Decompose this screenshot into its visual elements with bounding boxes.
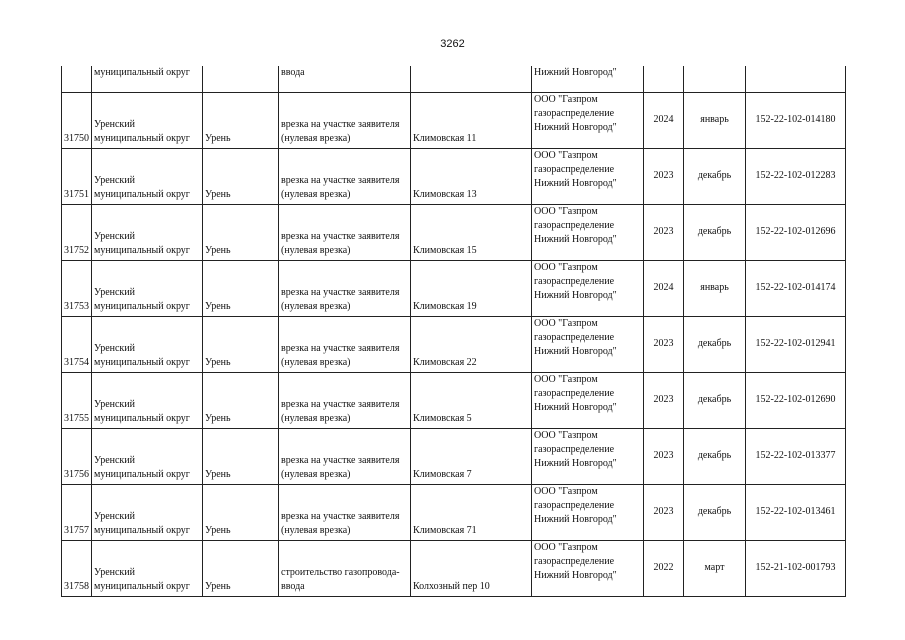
cell-organization-line-1: ООО "Газпром (534, 542, 598, 553)
cell-area-line-1: Уренский (94, 231, 135, 242)
cell-month: декабрь (684, 373, 746, 429)
cell-locality: Урень (203, 485, 279, 541)
cell-area (92, 541, 203, 597)
table-row-continued (62, 66, 846, 93)
cell-organization-line-2: газораспределение (534, 164, 615, 175)
cell-area (92, 317, 203, 373)
table-row (62, 205, 846, 261)
cell-code: 152-22-102-013377 (746, 429, 846, 485)
cell-code: 152-22-102-012283 (746, 149, 846, 205)
cell-work-type-line-1: врезка на участке заявителя (281, 455, 400, 466)
cell-organization-line-2: газораспределение (534, 332, 615, 343)
cell-locality: Урень (203, 541, 279, 597)
cell-code: 152-22-102-013461 (746, 485, 846, 541)
cell-work-type-line-1: строительство газопровода- (281, 567, 400, 578)
cell-address: Климовская 15 (411, 205, 532, 261)
cell-work-type (279, 317, 411, 373)
cell-work-type (279, 261, 411, 317)
cell-locality (203, 66, 279, 93)
table-row (62, 429, 846, 485)
cell-work-type-line-2: (нулевая врезка) (281, 133, 351, 144)
cell-organization-line-2: газораспределение (534, 444, 615, 455)
cell-work-type (279, 485, 411, 541)
cell-number: 31757 (62, 485, 92, 541)
cell-organization-line-2: газораспределение (534, 220, 615, 231)
cell-month: декабрь (684, 317, 746, 373)
cell-area-line-1: Уренский (94, 343, 135, 354)
cell-address: Климовская 22 (411, 317, 532, 373)
cell-code: 152-22-102-012696 (746, 205, 846, 261)
cell-organization-line-1: ООО "Газпром (534, 318, 598, 329)
cell-month (684, 66, 746, 93)
cell-organization (532, 317, 644, 373)
cell-area (92, 485, 203, 541)
cell-year (644, 66, 684, 93)
page-number: 3262 (440, 38, 465, 50)
cell-organization-line-1: ООО "Газпром (534, 262, 598, 273)
cell-work-type-line-1: врезка на участке заявителя (281, 511, 400, 522)
cell-area-line-2: муниципальный округ (94, 413, 190, 424)
cell-organization-line-3: Нижний Новгород" (534, 122, 617, 133)
cell-organization-line-1: ООО "Газпром (534, 430, 598, 441)
cell-area-line-1: Уренский (94, 399, 135, 410)
cell-area-line-1: Уренский (94, 511, 135, 522)
cell-locality: Урень (203, 429, 279, 485)
cell-area-line-2: муниципальный округ (94, 357, 190, 368)
cell-year: 2024 (644, 93, 684, 149)
cell-work-type-line-1: врезка на участке заявителя (281, 343, 400, 354)
cell-number: 31756 (62, 429, 92, 485)
cell-organization-line-2: газораспределение (534, 388, 615, 399)
cell-organization-line-3: Нижний Новгород" (534, 290, 617, 301)
cell-locality: Урень (203, 317, 279, 373)
cell-address: Климовская 19 (411, 261, 532, 317)
cell-year: 2024 (644, 261, 684, 317)
cell-year: 2023 (644, 149, 684, 205)
cell-organization-line-3: Нижний Новгород" (534, 514, 617, 525)
table-row (62, 261, 846, 317)
cell-address (411, 66, 532, 93)
cell-area (92, 373, 203, 429)
table-row (62, 373, 846, 429)
cell-area-line-2: муниципальный округ (94, 189, 190, 200)
cell-area-line-1: Уренский (94, 455, 135, 466)
cell-address: Колхозный пер 10 (411, 541, 532, 597)
cell-year: 2023 (644, 317, 684, 373)
table-row (62, 541, 846, 597)
cell-area-line-1: Уренский (94, 119, 135, 130)
cell-work-type-line-2: (нулевая врезка) (281, 245, 351, 256)
cell-year: 2023 (644, 205, 684, 261)
cell-code (746, 66, 846, 93)
cell-locality: Урень (203, 261, 279, 317)
cell-organization-line-3: Нижний Новгород" (534, 402, 617, 413)
cell-organization-line-2: газораспределение (534, 556, 615, 567)
cell-work-type-line-2: (нулевая врезка) (281, 189, 351, 200)
cell-work-type (279, 149, 411, 205)
cell-month: декабрь (684, 485, 746, 541)
table-row (62, 149, 846, 205)
cell-work-type-line-2: ввода (281, 581, 305, 592)
cell-work-type-line-2: (нулевая врезка) (281, 525, 351, 536)
cell-work-type-line-2: (нулевая врезка) (281, 301, 351, 312)
cell-work-type (279, 373, 411, 429)
cell-number: 31755 (62, 373, 92, 429)
cell-area (92, 261, 203, 317)
cell-area (92, 429, 203, 485)
cell-area (92, 205, 203, 261)
cell-work-type (279, 93, 411, 149)
cell-address: Климовская 11 (411, 93, 532, 149)
cell-work-type-line-1: врезка на участке заявителя (281, 175, 400, 186)
cell-organization (532, 541, 644, 597)
cell-organization (532, 205, 644, 261)
cell-work-type-line-1: врезка на участке заявителя (281, 119, 400, 130)
cell-organization-line-3: Нижний Новгород" (534, 458, 617, 469)
cell-month: январь (684, 261, 746, 317)
cell-address: Климовская 5 (411, 373, 532, 429)
table-row (62, 485, 846, 541)
cell-organization (532, 149, 644, 205)
cell-work-type-line-2: (нулевая врезка) (281, 357, 351, 368)
table-row (62, 93, 846, 149)
cell-area-line-1: Уренский (94, 287, 135, 298)
cell-address: Климовская 13 (411, 149, 532, 205)
cell-work-type-line-1: врезка на участке заявителя (281, 287, 400, 298)
cell-organization-line-2: газораспределение (534, 108, 615, 119)
cell-code: 152-22-102-012941 (746, 317, 846, 373)
cell-area-line-2: муниципальный округ (94, 581, 190, 592)
cell-number: 31751 (62, 149, 92, 205)
cell-locality: Урень (203, 373, 279, 429)
cell-locality: Урень (203, 205, 279, 261)
register-table (61, 66, 846, 597)
cell-number: 31754 (62, 317, 92, 373)
cell-organization-line-1: ООО "Газпром (534, 206, 598, 217)
cell-work-type-line-1: врезка на участке заявителя (281, 231, 400, 242)
cell-code: 152-22-102-014180 (746, 93, 846, 149)
cell-code: 152-22-102-014174 (746, 261, 846, 317)
cell-organization-line-3: Нижний Новгород" (534, 178, 617, 189)
cell-organization (532, 261, 644, 317)
cell-organization-line-1: ООО "Газпром (534, 150, 598, 161)
cell-work-type-line-2: (нулевая врезка) (281, 413, 351, 424)
cell-organization (532, 93, 644, 149)
cell-area-line-2: муниципальный округ (94, 301, 190, 312)
cell-organization (532, 429, 644, 485)
cell-month: декабрь (684, 205, 746, 261)
cell-organization (532, 373, 644, 429)
cell-area-line-2: муниципальный округ (94, 245, 190, 256)
cell-area-line-1: Уренский (94, 567, 135, 578)
cell-number: 31752 (62, 205, 92, 261)
cell-organization (532, 485, 644, 541)
cell-address: Климовская 71 (411, 485, 532, 541)
cell-work-type (279, 205, 411, 261)
cell-number: 31758 (62, 541, 92, 597)
cell-month: март (684, 541, 746, 597)
table-row (62, 317, 846, 373)
cell-organization-line-2: газораспределение (534, 276, 615, 287)
cell-code: 152-21-102-001793 (746, 541, 846, 597)
cell-work-type (279, 429, 411, 485)
cell-year: 2022 (644, 541, 684, 597)
cell-month: январь (684, 93, 746, 149)
cell-area (92, 149, 203, 205)
cell-area-line-2: муниципальный округ (94, 525, 190, 536)
cell-locality: Урень (203, 93, 279, 149)
cell-organization-line-2: газораспределение (534, 500, 615, 511)
cell-area-line-1: Уренский (94, 175, 135, 186)
cell-organization-line-3: Нижний Новгород" (534, 346, 617, 357)
cell-address: Климовская 7 (411, 429, 532, 485)
cell-work-type-line-2: (нулевая врезка) (281, 469, 351, 480)
cell-number: 31750 (62, 93, 92, 149)
cell-code: 152-22-102-012690 (746, 373, 846, 429)
cell-area (92, 93, 203, 149)
cell-year: 2023 (644, 373, 684, 429)
cell-number: 31753 (62, 261, 92, 317)
cell-organization-line-3: Нижний Новгород" (534, 570, 617, 581)
cell-year: 2023 (644, 485, 684, 541)
cell-work-type (279, 541, 411, 597)
cell-area-line-2: муниципальный округ (94, 133, 190, 144)
cell-month: декабрь (684, 429, 746, 485)
cell-year: 2023 (644, 429, 684, 485)
cell-organization: Нижний Новгород" (532, 66, 644, 93)
cell-organization-line-1: ООО "Газпром (534, 374, 598, 385)
cell-number (62, 66, 92, 93)
cell-work-type: ввода (279, 66, 411, 93)
cell-area-line-2: муниципальный округ (94, 469, 190, 480)
cell-area: муниципальный округ (92, 66, 203, 93)
cell-organization-line-1: ООО "Газпром (534, 94, 598, 105)
cell-locality: Урень (203, 149, 279, 205)
cell-month: декабрь (684, 149, 746, 205)
cell-work-type-line-1: врезка на участке заявителя (281, 399, 400, 410)
cell-organization-line-1: ООО "Газпром (534, 486, 598, 497)
cell-organization-line-3: Нижний Новгород" (534, 234, 617, 245)
